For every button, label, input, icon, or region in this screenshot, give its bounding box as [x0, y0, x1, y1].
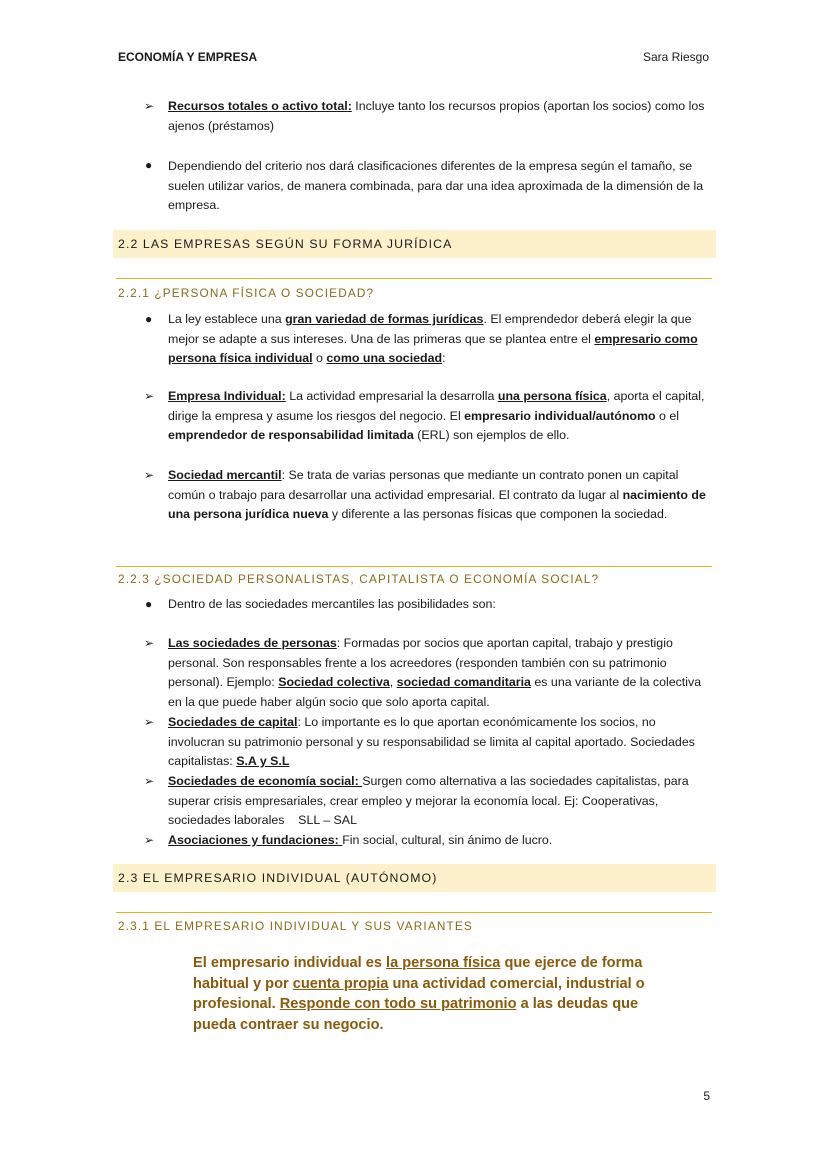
- section-2-2-3-title: 2.2.3 ¿SOCIEDAD PERSONALISTAS, CAPITALISTA O ECONOMÍA SOCIAL?: [118, 572, 600, 586]
- underlined-span: la persona física: [386, 955, 501, 971]
- text-span: una actividad comercial, industrial o profesional.: [193, 975, 645, 1013]
- definition-highlight: [193, 953, 663, 1036]
- sociedades-capital-paragraph: [168, 713, 713, 772]
- doc-header-title: ECONOMÍA Y EMPRESA: [118, 50, 258, 64]
- term-span: gran variedad de formas jurídicas: [285, 312, 484, 326]
- arrow-bullet-icon: ➢: [144, 636, 155, 650]
- arrow-bullet-icon: ➢: [144, 468, 155, 482]
- term-span: Las sociedades de personas: [168, 636, 337, 650]
- term-span: sociedad comanditaria: [396, 675, 531, 689]
- arrow-bullet-icon: ➢: [144, 715, 155, 729]
- text-span: :: [442, 351, 446, 365]
- sociedades-personas-paragraph: [168, 634, 713, 712]
- empresa-individual-paragraph: [168, 387, 713, 446]
- text-span: Fin social, cultural, sin ánimo de lucro.: [342, 833, 553, 847]
- arrow-bullet-icon: ➢: [144, 774, 155, 788]
- text-span: : Se trata de varias personas que mediante un contrato ponen un capital común o trabajo para desarrollar una actividad empresarial. El contrato da lugar al: [168, 468, 679, 502]
- arrow-bullet-icon: ➢: [144, 99, 155, 113]
- term-span: Sociedad mercantil: [168, 468, 282, 482]
- text-span: es una variante de la colectiva en la que puede haber algún socio que solo aporta capital.: [168, 675, 702, 709]
- sociedad-mercantil-paragraph: [168, 466, 713, 525]
- text-span: . El emprendedor deberá elegir la que mejor se adapte a sus intereses. Una de las primeras que se plantea entre el: [168, 312, 692, 346]
- divider: [116, 278, 712, 279]
- forma-juridica-paragraph: [168, 310, 713, 369]
- text-span: La actividad empresarial la desarrolla: [285, 389, 498, 403]
- recursos-term: Recursos totales o activo total:: [168, 99, 352, 113]
- bold-span: nacimiento de una persona jurídica nueva: [168, 487, 706, 521]
- divider: [116, 912, 712, 913]
- text-span: : Formadas por socios que aportan capital, trabajo y prestigio personal. Son responsables frente a los acreedores (responden también con su patrimonio personal). Ejemplo:: [168, 636, 673, 689]
- text-span: ,: [389, 675, 397, 689]
- section-2-2-title: 2.2 LAS EMPRESAS SEGÚN SU FORMA JURÍDICA: [118, 237, 453, 251]
- text-span: que ejerce de forma habitual y por: [193, 955, 643, 992]
- underlined-span: cuenta propia: [292, 975, 389, 992]
- criterio-paragraph: Dependiendo del criterio nos dará clasificaciones diferentes de la empresa según el tamaño, se suelen utilizar varios, de manera combinada, para dar una idea aproximada de la dimensión de la empresa.: [168, 159, 704, 212]
- recursos-paragraph: [168, 97, 713, 136]
- section-2-2-1-title: 2.2.1 ¿PERSONA FÍSICA O SOCIEDAD?: [118, 286, 375, 300]
- bold-span: empresario individual/autónomo: [464, 408, 656, 423]
- text-span: La ley establece una: [168, 312, 286, 326]
- text-span: o: [312, 351, 327, 365]
- term-span: Sociedades de capital: [168, 715, 298, 729]
- section-2-3-title: 2.3 EL EMPRESARIO INDIVIDUAL (AUTÓNOMO): [118, 871, 438, 885]
- text-span: , aporta el capital, dirige la empresa y asume los riesgos del negocio. El: [168, 389, 705, 423]
- economia-social-paragraph: [168, 772, 713, 831]
- arrow-bullet-icon: ➢: [144, 389, 155, 403]
- text-span: y diferente a las personas físicas que componen la sociedad.: [328, 507, 668, 521]
- text-span: El empresario individual es: [193, 955, 387, 971]
- underlined-span: Responde con todo su patrimonio: [279, 996, 517, 1013]
- doc-header-author: Sara Riesgo: [642, 50, 709, 64]
- recursos-text: Incluye tanto los recursos propios (aportan los socios) como los ajenos (préstamos): [168, 99, 705, 133]
- divider: [116, 566, 712, 567]
- term-span: Sociedades de economía social:: [168, 774, 363, 788]
- text-span: : Lo importante es lo que aportan económicamente los socios, no involucran su patrimonio personal y su responsabilidad se limita al capital aportado. Sociedades capitalistas:: [168, 715, 695, 768]
- term-span: Sociedad colectiva: [278, 675, 390, 689]
- dot-bullet-icon: ●: [145, 312, 153, 326]
- asociaciones-paragraph: [168, 831, 713, 851]
- term-span: como una sociedad: [326, 351, 443, 365]
- text-span: Surgen como alternativa a las sociedades capitalistas, para superar crisis empresariales, crear empleo y mejorar la economía local. Ej: Cooperativas, sociedades laborales SLL – SAL: [168, 774, 693, 827]
- text-span: a las deudas que pueda contraer su negocio.: [193, 996, 639, 1034]
- term-span: una persona física: [497, 389, 607, 403]
- term-span: Empresa Individual:: [168, 389, 286, 403]
- term-span: Asociaciones y fundaciones:: [168, 833, 343, 847]
- page-number: 5: [703, 1089, 710, 1103]
- dot-bullet-icon: ●: [145, 158, 153, 172]
- arrow-bullet-icon: ➢: [144, 833, 155, 847]
- section-2-3-1-title: 2.3.1 EL EMPRESARIO INDIVIDUAL Y SUS VARIANTES: [118, 919, 473, 933]
- term-span: S.A y S.L: [236, 754, 290, 768]
- term-span: empresario como persona física individual: [168, 331, 698, 365]
- bold-span: emprendedor de responsabilidad limitada: [168, 428, 414, 442]
- text-span: o el: [655, 408, 679, 423]
- dot-bullet-icon: ●: [145, 597, 153, 611]
- text-span: (ERL) son ejemplos de ello.: [413, 428, 570, 442]
- posibilidades-paragraph: Dentro de las sociedades mercantiles las posibilidades son:: [168, 597, 496, 611]
